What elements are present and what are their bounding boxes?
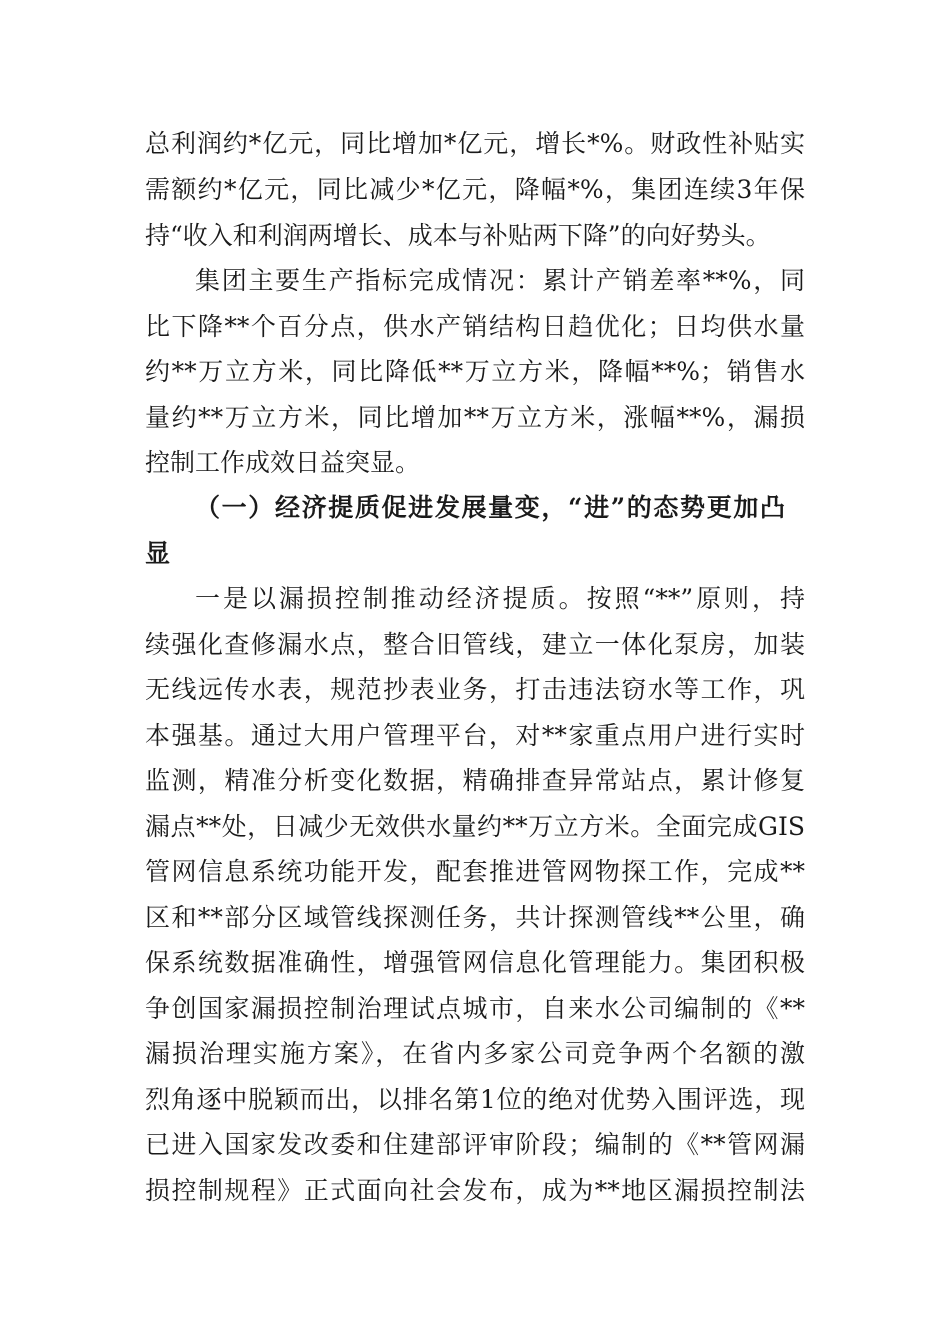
- paragraph-3-line-12: 烈角逐中脱颖而出，以排名第1位的绝对优势入围评选，现: [145, 1085, 805, 1114]
- paragraph-3-line-3: 无线远传水表，规范抄表业务，打击违法窃水等工作，巩: [145, 675, 805, 704]
- paragraph-2-line-3: 约**万立方米，同比降低**万立方米，降幅**%；销售水: [145, 357, 805, 386]
- paragraph-3-line-1: 一是以漏损控制推动经济提质。按照“**”原则，持: [195, 584, 805, 613]
- paragraph-2-line-1: 集团主要生产指标完成情况：累计产销差率**%，同: [195, 266, 805, 295]
- paragraph-3-line-14: 损控制规程》正式面向社会发布，成为**地区漏损控制法: [145, 1176, 805, 1205]
- paragraph-1-line-3: 持“收入和利润两增长、成本与补贴两下降”的向好势头。: [145, 221, 771, 250]
- paragraph-3-line-5: 监测，精准分析变化数据，精确排查异常站点，累计修复: [145, 766, 805, 795]
- paragraph-3-line-8: 区和**部分区域管线探测任务，共计探测管线**公里，确: [145, 903, 805, 932]
- paragraph-3-line-9: 保系统数据准确性，增强管网信息化管理能力。集团积极: [145, 948, 805, 977]
- paragraph-3-line-2: 续强化查修漏水点，整合旧管线，建立一体化泵房，加装: [145, 630, 805, 659]
- paragraph-1-line-1: 总利润约*亿元，同比增加*亿元，增长*%。财政性补贴实: [145, 129, 805, 158]
- paragraph-1-line-2: 需额约*亿元，同比减少*亿元，降幅*%，集团连续3年保: [145, 175, 805, 204]
- paragraph-3-line-7: 管网信息系统功能开发，配套推进管网物探工作，完成**: [145, 857, 805, 886]
- paragraph-3-line-6: 漏点**处，日减少无效供水量约**万立方米。全面完成GIS: [145, 812, 805, 841]
- section-heading-line-2: 显: [145, 539, 171, 568]
- paragraph-3-line-4: 本强基。通过大用户管理平台，对**家重点用户进行实时: [145, 721, 805, 750]
- paragraph-3-line-13: 已进入国家发改委和住建部评审阶段；编制的《**管网漏: [145, 1130, 805, 1159]
- paragraph-2-line-2: 比下降**个百分点，供水产销结构日趋优化；日均供水量: [145, 312, 805, 341]
- paragraph-2-line-5: 控制工作成效日益突显。: [145, 448, 421, 477]
- paragraph-2-line-4: 量约**万立方米，同比增加**万立方米，涨幅**%，漏损: [145, 403, 805, 432]
- paragraph-3-line-10: 争创国家漏损控制治理试点城市，自来水公司编制的《**: [145, 994, 805, 1023]
- section-heading-line-1: （一）经济提质促进发展量变，“进”的态势更加凸: [195, 493, 785, 522]
- paragraph-3-line-11: 漏损治理实施方案》，在省内多家公司竞争两个名额的激: [145, 1039, 805, 1068]
